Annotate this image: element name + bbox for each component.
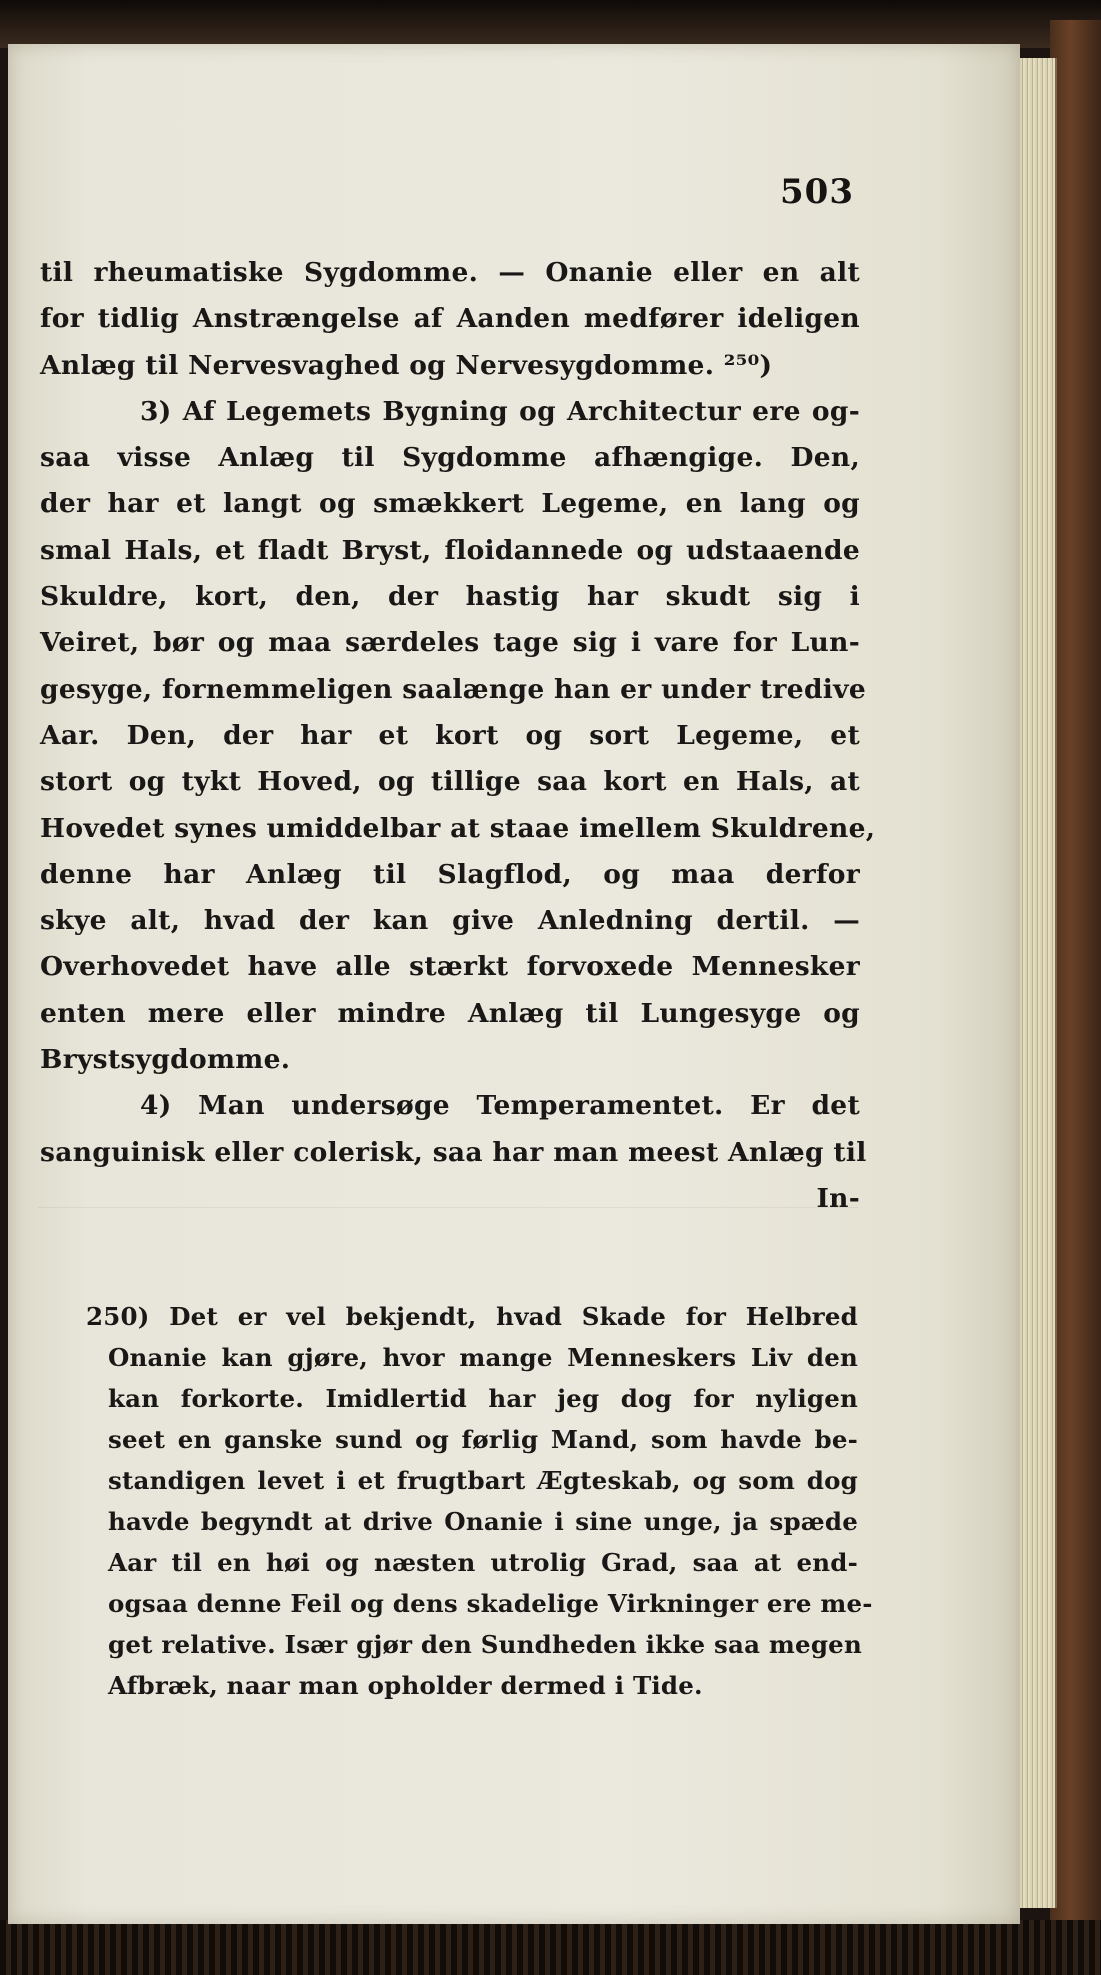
footnote-line: Afbræk, naar man opholder dermed i Tide. xyxy=(108,1671,703,1700)
book-cover-edge xyxy=(1050,20,1101,1930)
footnote-line: Aar til en høi og næsten utrolig Grad, saa at end- xyxy=(108,1548,858,1577)
text-line: smal Hals, et fladt Bryst, floidannede og udstaaende xyxy=(40,534,860,566)
text-line: Aar. Den, der har et kort og sort Legeme, et xyxy=(40,719,860,751)
text-line: Veiret, bør og maa særdeles tage sig i vare for Lun- xyxy=(40,627,860,659)
text-line: for tidlig Anstrængelse af Aanden medfører ideligen xyxy=(40,303,860,335)
text-line: Brystsygdomme. xyxy=(40,1044,291,1076)
text-line: der har et langt og smækkert Legeme, en lang og xyxy=(40,488,860,520)
page-edges xyxy=(1015,58,1057,1908)
text-line: Anlæg til Nervesvaghed og Nervesygdomme. ²⁵⁰) xyxy=(40,349,773,381)
text-line: stort og tykt Hoved, og tillige saa kort en Hals, at xyxy=(40,766,860,798)
footnote xyxy=(86,1296,873,1706)
text-line: denne har Anlæg til Slagflod, og maa derfor xyxy=(40,858,860,890)
text-line: enten mere eller mindre Anlæg til Lungesyge og xyxy=(40,997,860,1029)
catchword: In- xyxy=(816,1182,860,1214)
text-line: gesyge, fornemmeligen saalænge han er under tredive xyxy=(40,673,867,705)
footnote-line: Onanie kan gjøre, hvor mange Menneskers Liv den xyxy=(108,1343,858,1372)
text-line: saa visse Anlæg til Sygdomme afhængige. Den, xyxy=(40,442,860,474)
text-line: 3) Af Legemets Bygning og Architectur ere og- xyxy=(140,395,860,427)
text-line: skye alt, hvad der kan give Anledning dertil. — xyxy=(40,905,860,937)
text-line: Hovedet synes umiddelbar at staae imellem Skuldrene, xyxy=(40,812,876,844)
footnote-line: kan forkorte. Imidlertid har jeg dog for nyligen xyxy=(108,1384,858,1413)
footnote-line: havde begyndt at drive Onanie i sine unge, ja spæde xyxy=(108,1507,858,1536)
main-text xyxy=(40,250,876,1222)
text-line: 4) Man undersøge Temperamentet. Er det xyxy=(140,1090,860,1122)
book-page xyxy=(8,44,1020,1924)
footnote-line: standigen levet i et frugtbart Ægteskab, og som dog xyxy=(108,1466,858,1495)
footnote-line: seet en ganske sund og førlig Mand, som havde be- xyxy=(108,1425,858,1454)
footnote-line: 250) Det er vel bekjendt, hvad Skade for Helbred xyxy=(86,1302,858,1331)
text-line: til rheumatiske Sygdomme. — Onanie eller en alt xyxy=(40,257,860,288)
text-line: sanguinisk eller colerisk, saa har man meest Anlæg til xyxy=(40,1136,867,1168)
text-line: Skuldre, kort, den, der hastig har skudt sig i xyxy=(40,581,860,613)
page-number: 503 xyxy=(780,172,854,212)
book-binding-top xyxy=(0,0,1101,48)
footnote-line: get relative. Især gjør den Sundheden ikke saa megen xyxy=(108,1630,862,1659)
book-binding-bottom xyxy=(0,1920,1101,1975)
footnote-line: ogsaa denne Feil og dens skadelige Virkninger ere me- xyxy=(108,1589,873,1618)
text-line: Overhovedet have alle stærkt forvoxede Mennesker xyxy=(40,951,860,983)
